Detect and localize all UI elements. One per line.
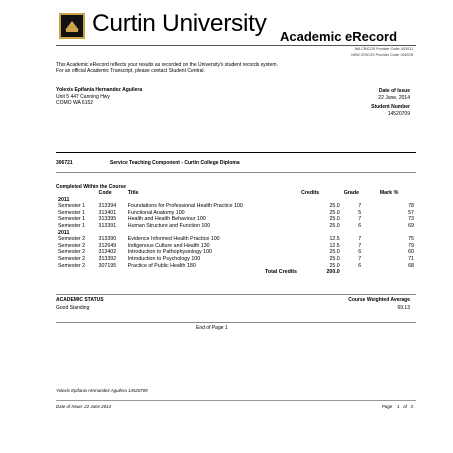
cell-mark: 78 [408, 203, 414, 210]
cell-semester: Semester 1 [58, 203, 86, 210]
academic-status-value: Good Standing [56, 305, 90, 311]
header-title: Title [127, 190, 139, 196]
header-code: Code [98, 190, 112, 196]
cell-title: Foundations for Professional Health Practice 100 [127, 203, 243, 210]
footer-page: Page 1 of 3 [382, 404, 413, 409]
cell-semester: Semester 2 [58, 249, 86, 256]
university-name: Curtin University [92, 10, 267, 37]
header-divider [56, 45, 416, 46]
student-number-value: 14520709 [387, 111, 410, 117]
cell-credits: 25.0 [329, 216, 340, 223]
student-number-label: Student Number [371, 104, 410, 110]
cell-semester: Semester 1 [58, 216, 86, 223]
document-title: Academic eRecord [280, 29, 398, 44]
intro-line-2: For an official Academic Transcript, please contact Student Central. [56, 68, 205, 74]
cricos-nsw: NSW CRICOS Provider Code: 02637B [351, 53, 413, 57]
cell-code: 313402 [98, 249, 117, 256]
date-of-issue-label: Date of Issue [378, 88, 410, 94]
cell-mark: 57 [408, 209, 414, 216]
cell-semester: Semester 2 [58, 242, 86, 249]
cell-semester: Semester 2 [58, 262, 86, 269]
footer-date: Date of Issue: 22 June 2014 [56, 404, 111, 409]
cell-semester: Semester 1 [58, 222, 86, 229]
cell-code: 312649 [98, 242, 117, 249]
cell-semester: Semester 2 [58, 236, 86, 243]
cell-credits: 25.0 [329, 255, 340, 262]
cell-credits: 12.5 [329, 236, 340, 243]
academic-status-label: ACADEMIC STATUS [56, 297, 104, 303]
table-row [56, 243, 416, 250]
total-credits-value: 200.0 [326, 269, 340, 276]
end-divider [56, 322, 416, 323]
footer-divider [56, 400, 416, 401]
year-label: 2011 [58, 229, 70, 236]
total-row [56, 269, 416, 276]
cricos-wa: WA CRICOS Provider Code: 00301J [354, 47, 413, 51]
cell-code: 313401 [98, 209, 117, 216]
results-table [56, 190, 416, 276]
cell-credits: 25.0 [329, 262, 340, 269]
table-row [56, 210, 416, 217]
cell-title: Indigenous Culture and Health 130 [127, 242, 210, 249]
table-row [56, 216, 416, 223]
cell-grade: 5 [358, 209, 362, 216]
cell-code: 313392 [98, 255, 117, 262]
cell-code: 313391 [98, 222, 117, 229]
cell-grade: 7 [358, 236, 362, 243]
cell-code: 313390 [98, 236, 117, 243]
cell-mark: 68 [408, 262, 414, 269]
cell-grade: 6 [358, 222, 362, 229]
cell-credits: 25.0 [329, 222, 340, 229]
cell-mark: 79 [408, 242, 414, 249]
header-grade: Grade [343, 190, 360, 196]
table-row [56, 203, 416, 210]
course-code: 306721 [56, 160, 73, 166]
cell-mark: 60 [408, 249, 414, 256]
address-line-2: COMO WA 6152 [56, 100, 94, 106]
cell-mark: 71 [408, 255, 414, 262]
cell-grade: 7 [358, 216, 362, 223]
curtin-logo [59, 13, 85, 39]
cell-mark: 75 [408, 236, 414, 243]
header-mark: Mark % [379, 190, 399, 196]
cell-semester: Semester 2 [58, 255, 86, 262]
cell-code: 313395 [98, 216, 117, 223]
table-row [56, 256, 416, 263]
cell-code: 313394 [98, 203, 117, 210]
cwa-value: 69.13 [397, 305, 410, 311]
intro-line-1: This Academic eRecord reflects your results as recorded on the University's student records system. [56, 62, 278, 68]
cell-credits: 25.0 [329, 209, 340, 216]
table-header-row [56, 190, 416, 197]
year-row [56, 197, 416, 204]
total-credits-label: Total Credits [265, 269, 297, 276]
date-of-issue-value: 22 June, 2014 [378, 95, 410, 101]
cell-grade: 7 [358, 255, 362, 262]
cell-title: Functional Anatomy 100 [127, 209, 185, 216]
cell-title: Practice of Public Health 180 [127, 262, 196, 269]
cell-credits: 25.0 [329, 249, 340, 256]
address-line-1: Unit 5 447 Canning Hwy [56, 93, 110, 100]
cell-title: Introduction to Psychology 100 [127, 255, 201, 262]
cwa-label: Course Weighted Average [348, 297, 410, 303]
course-divider [56, 152, 416, 153]
footer-student-line: Yolexis Epifania Hernandez Aguilera 14520709 [56, 388, 148, 393]
cell-credits: 12.5 [329, 242, 340, 249]
header-credits: Credits [301, 190, 320, 196]
year-label: 2011 [58, 196, 70, 203]
cell-title: Evidence Informed Health Practice 100 [127, 236, 220, 243]
cell-grade: 7 [358, 203, 362, 210]
year-row [56, 230, 416, 237]
cell-code: 307195 [98, 262, 117, 269]
status-divider [56, 294, 416, 295]
student-name: Yolexis Epifania Hernandez Aguilera [56, 87, 143, 93]
cell-grade: 6 [358, 262, 362, 269]
section-title: Completed Within the Course [56, 184, 126, 190]
course-name: Service Teaching Component - Curtin College Diploma [110, 160, 240, 166]
cell-mark: 73 [408, 216, 414, 223]
cell-grade: 6 [358, 249, 362, 256]
cell-mark: 69 [408, 222, 414, 229]
table-row [56, 263, 416, 270]
cell-title: Health and Health Behaviour 100 [127, 216, 206, 223]
cell-title: Introduction to Pathophysiology 100 [127, 249, 212, 256]
table-row [56, 249, 416, 256]
cell-grade: 7 [358, 242, 362, 249]
table-row [56, 236, 416, 243]
table-row [56, 223, 416, 230]
cell-credits: 25.0 [329, 203, 340, 210]
cell-semester: Semester 1 [58, 209, 86, 216]
end-of-page: End of Page 1 [196, 325, 228, 331]
course-divider-bottom [56, 172, 416, 173]
cell-title: Human Structure and Function 100 [127, 222, 211, 229]
